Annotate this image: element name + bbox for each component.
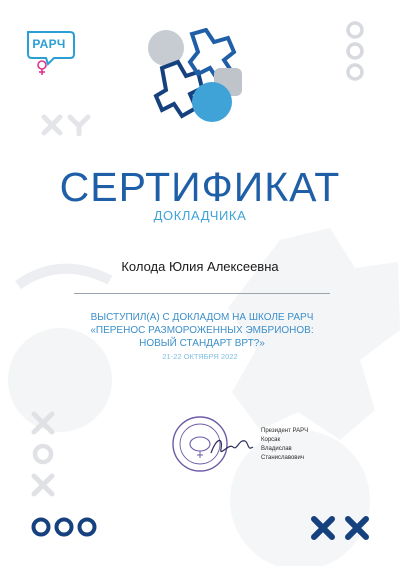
talk-line-2: «ПЕРЕНОС РАЗМОРОЖЕННЫХ ЭМБРИОНОВ: xyxy=(90,325,314,336)
signatory-patronymic: Станиславович xyxy=(261,455,304,461)
raрч-logo xyxy=(24,28,84,76)
logo-chat-bubble-icon xyxy=(24,28,84,76)
logo-text: РАРЧ xyxy=(32,37,66,51)
emblem-shapes xyxy=(140,28,250,124)
signature-icon xyxy=(209,433,255,459)
xx-icon xyxy=(310,516,372,540)
talk-line-3: НОВЫЙ СТАНДАРТ ВРТ?» xyxy=(139,338,265,349)
signatory-surname: Корсак xyxy=(261,437,281,443)
xo-icon xyxy=(28,410,58,500)
emblem-blue-circle xyxy=(192,82,232,122)
recipient-name: Колода Юлия Алексеевна xyxy=(121,259,279,274)
certificate-subtitle: ДОКЛАДЧИКА xyxy=(153,208,247,223)
logo-female-symbol-icon xyxy=(38,61,46,75)
xy-icon xyxy=(40,114,94,136)
dots-icon xyxy=(344,20,366,82)
talk-line-1: ВЫСТУПИЛ(А) С ДОКЛАДОМ НА ШКОЛЕ РАРЧ xyxy=(90,312,314,323)
signatory-first-name: Владислав xyxy=(261,446,292,452)
signatory-title: Президент РАРЧ xyxy=(261,428,309,434)
name-underline xyxy=(74,293,330,294)
certificate-title: СЕРТИФИКАТ xyxy=(59,164,341,210)
ooo-icon xyxy=(30,516,98,538)
event-dates: 21-22 ОКТЯБРЯ 2022 xyxy=(162,352,238,361)
